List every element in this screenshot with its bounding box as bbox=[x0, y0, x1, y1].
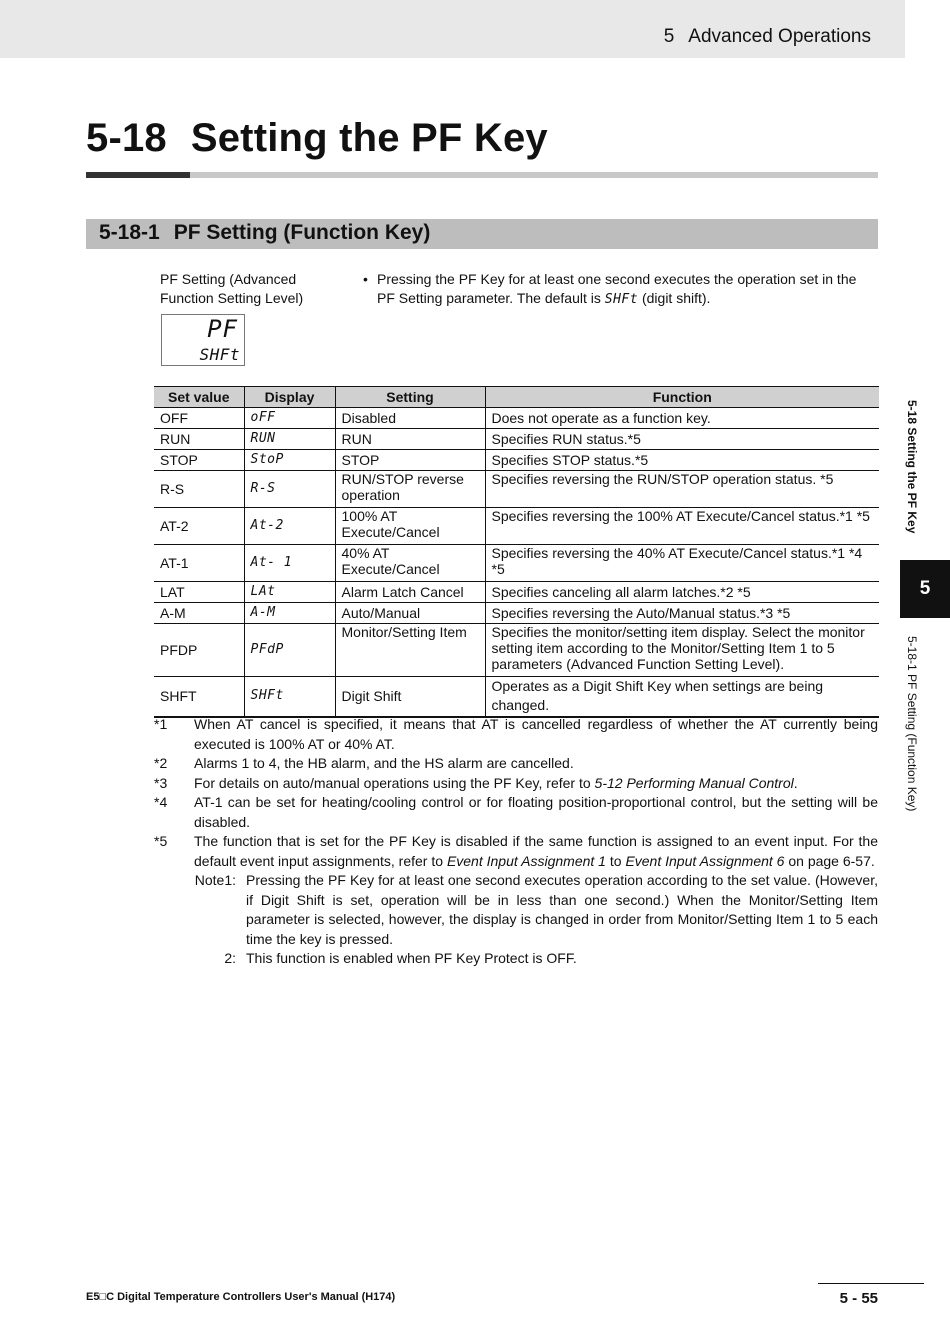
bullet-text-before: Pressing the PF Key for at least one second executes the operation set in the PF Setting parameter. The default is bbox=[377, 271, 857, 306]
table-row bbox=[154, 408, 879, 429]
cell-setting: 40% AT Execute/Cancel bbox=[335, 545, 485, 582]
cell-display: LAt bbox=[244, 582, 335, 603]
cross-reference-link: Event Input Assignment 1 bbox=[446, 852, 606, 869]
cell-set-value: AT-2 bbox=[154, 508, 244, 545]
note-item bbox=[194, 949, 878, 969]
page-title-number: 5-18 bbox=[86, 116, 167, 160]
footnote-text: Alarms 1 to 4, the HB alarm, and the HS alarm are cancelled. bbox=[194, 755, 574, 771]
footer-rule bbox=[818, 1283, 924, 1284]
description-bullet bbox=[363, 270, 877, 309]
footer-manual-title: E5□C Digital Temperature Controllers User's Manual (H174) bbox=[86, 1291, 396, 1303]
running-header bbox=[664, 26, 871, 48]
bullet-default-code: SHFt bbox=[604, 292, 639, 307]
footnote bbox=[154, 832, 878, 871]
page-title-text: Setting the PF Key bbox=[190, 116, 548, 160]
cell-display: StoP bbox=[244, 450, 335, 471]
cell-function: Specifies reversing the 100% AT Execute/Cancel status.*1 *5 bbox=[485, 508, 879, 545]
side-index-subsection bbox=[905, 636, 927, 836]
running-header-chapter-title: Advanced Operations bbox=[688, 26, 871, 47]
footnote-text: For details on auto/manual operations using the PF Key, refer to bbox=[194, 774, 595, 791]
side-index-subsection-text: 5-18-1 PF Setting (Function Key) bbox=[905, 636, 919, 812]
table-row bbox=[154, 624, 879, 677]
sub-notes bbox=[194, 871, 878, 969]
section-title-text: PF Setting (Function Key) bbox=[173, 221, 431, 244]
cell-function: Specifies reversing the 40% AT Execute/Cancel status.*1 *4 *5 bbox=[485, 545, 879, 582]
header-setting: Setting bbox=[335, 387, 485, 408]
cell-function: Specifies RUN status.*5 bbox=[485, 429, 879, 450]
bullet-dot-icon: • bbox=[363, 271, 368, 287]
cross-reference-link: Event Input Assignment 6 bbox=[625, 852, 785, 869]
cell-function: Specifies reversing the RUN/STOP operation status. *5 bbox=[485, 471, 879, 508]
cell-set-value: SHFT bbox=[154, 677, 244, 717]
cell-setting: Digit Shift bbox=[335, 677, 485, 717]
footnote-text: When AT cancel is specified, it means that AT is cancelled regardless of whether the AT currently being executed is 100% AT or 40% AT. bbox=[194, 716, 878, 752]
side-index-section-text: 5-18 Setting the PF Key bbox=[905, 400, 919, 534]
section-number: 5-18-1 bbox=[99, 221, 160, 244]
bullet-text-after: (digit shift). bbox=[638, 290, 711, 306]
cell-function: Specifies reversing the Auto/Manual status.*3 *5 bbox=[485, 603, 879, 624]
footnote-mark: *4 bbox=[154, 794, 168, 810]
cell-set-value: LAT bbox=[154, 582, 244, 603]
table-row bbox=[154, 677, 879, 717]
cell-display: At- 1 bbox=[244, 545, 335, 582]
cell-function: Specifies STOP status.*5 bbox=[485, 450, 879, 471]
pf-settings-table bbox=[154, 386, 879, 718]
footnote-text: The function that is set for the PF Key is disabled if the same function is assigned to an event input. For the default event input assignments, refer to bbox=[194, 833, 878, 869]
cell-display: SHFt bbox=[244, 677, 335, 717]
note-item bbox=[194, 871, 878, 949]
note-text: Pressing the PF Key for at least one second executes operation according to the set value. (However, if Digit Shift is set, operation will be in less than one second.) When the Monitor/Setting Item parameter is selected, however, the display is changed in order from Monitor/Setting Item 1 to 5 each time the key is pressed. bbox=[246, 872, 878, 947]
footnote-text: AT-1 can be set for heating/cooling control or for floating position-proportional control, but the setting will be disabled. bbox=[194, 794, 878, 830]
lcd-parameter-code: PF bbox=[207, 315, 238, 343]
table-row bbox=[154, 582, 879, 603]
cell-setting: RUN bbox=[335, 429, 485, 450]
footnote-mark: *1 bbox=[154, 716, 168, 732]
chapter-tab[interactable]: 5 bbox=[900, 560, 950, 618]
title-underline-accent bbox=[86, 172, 190, 178]
table-row bbox=[154, 429, 879, 450]
cell-display: R-S bbox=[244, 471, 335, 508]
footnote-text-mid: to bbox=[605, 852, 626, 869]
cell-set-value: R-S bbox=[154, 471, 244, 508]
footnote bbox=[154, 774, 878, 794]
cell-function: Does not operate as a function key. bbox=[485, 408, 879, 429]
footnote bbox=[154, 754, 878, 774]
cell-function: Specifies the monitor/setting item display. Select the monitor setting item according to the Monitor/Setting Item 1 to 5 parameters (Advanced Function Setting Level). bbox=[485, 624, 879, 677]
footnote-mark: *2 bbox=[154, 755, 168, 771]
footnote bbox=[154, 715, 878, 754]
cell-display: A-M bbox=[244, 603, 335, 624]
footnotes bbox=[154, 715, 878, 969]
footnote-text-end: . bbox=[793, 774, 798, 791]
note-mark: Note1: bbox=[194, 872, 236, 888]
cross-reference-link: 5-12 Performing Manual Control bbox=[594, 774, 794, 791]
footnote-mark: *5 bbox=[154, 833, 168, 849]
cell-set-value: A-M bbox=[154, 603, 244, 624]
cell-setting: STOP bbox=[335, 450, 485, 471]
parameter-label-line1: PF Setting (Advanced bbox=[160, 271, 297, 287]
footnote-text-end: on page 6-57. bbox=[784, 852, 875, 869]
cell-function: Operates as a Digit Shift Key when settings are being changed. bbox=[485, 677, 879, 717]
cell-set-value: RUN bbox=[154, 429, 244, 450]
footnote bbox=[154, 793, 878, 832]
cell-display: PFdP bbox=[244, 624, 335, 677]
cell-display: RUN bbox=[244, 429, 335, 450]
table-header-row bbox=[154, 387, 879, 408]
cell-setting: Disabled bbox=[335, 408, 485, 429]
cell-function: Specifies canceling all alarm latches.*2 *5 bbox=[485, 582, 879, 603]
section-header bbox=[86, 219, 878, 249]
side-index-section bbox=[905, 400, 927, 550]
cell-set-value: PFDP bbox=[154, 624, 244, 677]
table-row bbox=[154, 545, 879, 582]
parameter-label bbox=[160, 270, 345, 308]
cell-setting: Monitor/Setting Item bbox=[335, 624, 485, 677]
cell-display: At-2 bbox=[244, 508, 335, 545]
parameter-label-line2: Function Setting Level) bbox=[160, 290, 304, 306]
cell-setting: Alarm Latch Cancel bbox=[335, 582, 485, 603]
header-set-value: Set value bbox=[154, 387, 244, 408]
section-title bbox=[99, 221, 430, 245]
cell-setting: 100% AT Execute/Cancel bbox=[335, 508, 485, 545]
page-number: 5 - 55 bbox=[839, 1290, 878, 1307]
title-underline bbox=[86, 172, 878, 178]
note-text: This function is enabled when PF Key Protect is OFF. bbox=[246, 950, 577, 966]
lcd-parameter-value: SHFt bbox=[199, 345, 240, 364]
cell-setting: RUN/STOP reverse operation bbox=[335, 471, 485, 508]
header-display: Display bbox=[244, 387, 335, 408]
cell-set-value: AT-1 bbox=[154, 545, 244, 582]
header-function: Function bbox=[485, 387, 879, 408]
table-row bbox=[154, 508, 879, 545]
table-row bbox=[154, 450, 879, 471]
footnote-mark: *3 bbox=[154, 774, 168, 791]
page-title bbox=[86, 116, 548, 161]
cell-set-value: STOP bbox=[154, 450, 244, 471]
cell-set-value: OFF bbox=[154, 408, 244, 429]
cell-setting: Auto/Manual bbox=[335, 603, 485, 624]
table-row bbox=[154, 603, 879, 624]
note-mark: 2: bbox=[224, 950, 236, 966]
cell-display: oFF bbox=[244, 408, 335, 429]
lcd-display-box bbox=[161, 314, 245, 366]
running-header-chapter-number: 5 bbox=[663, 26, 675, 47]
table-row bbox=[154, 471, 879, 508]
